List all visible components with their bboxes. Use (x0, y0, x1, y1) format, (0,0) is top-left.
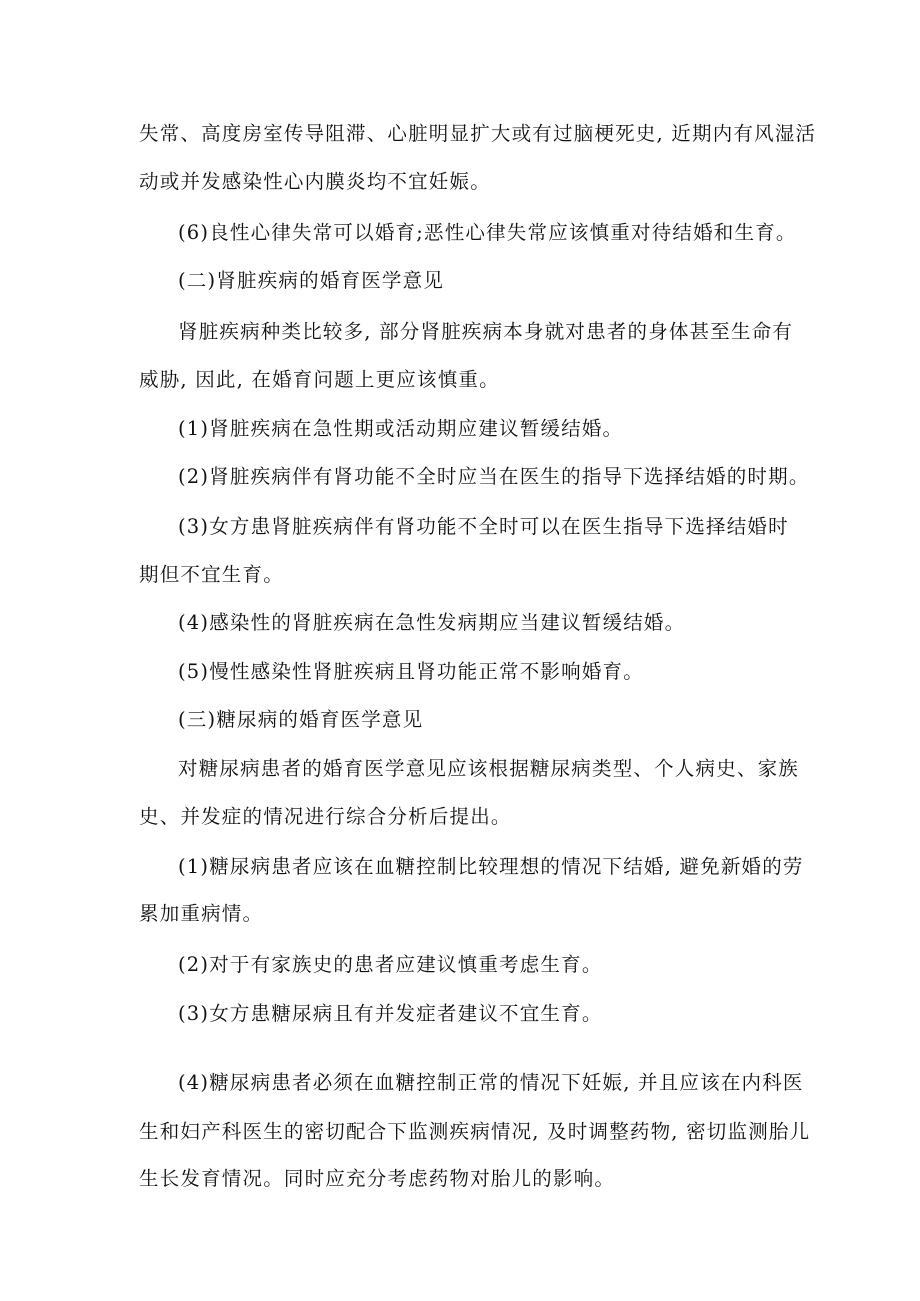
text-line: 累加重病情。 (139, 902, 264, 925)
section-heading: (三)糖尿病的婚育医学意见 (178, 708, 424, 731)
text-line: (1)肾脏疾病在急性期或活动期应建议暂缓结婚。 (178, 417, 624, 440)
section-heading: (二)肾脏疾病的婚育医学意见 (178, 269, 445, 292)
text-line: 生长发育情况。同时应充分考虑药物对胎儿的影响。 (139, 1167, 616, 1190)
text-line: 肾脏疾病种类比较多, 部分肾脏疾病本身就对患者的身体甚至生命有 (178, 320, 794, 343)
text-line: (4)感染性的肾脏疾病在急性发病期应当建议暂缓结婚。 (178, 611, 686, 634)
text-line: 失常、高度房室传导阻滞、心脏明显扩大或有过脑梗死史, 近期内有风湿活 (139, 122, 817, 145)
text-line: 生和妇产科医生的密切配合下监测疾病情况, 及时调整药物, 密切监测胎儿 (139, 1120, 811, 1143)
text-line: 期但不宜生育。 (139, 563, 284, 586)
text-line: (5)慢性感染性肾脏疾病且肾功能正常不影响婚育。 (178, 660, 644, 683)
text-line: (1)糖尿病患者应该在血糖控制比较理想的情况下结婚, 避免新婚的劳 (178, 855, 804, 878)
text-line: (6)良性心律失常可以婚育;恶性心律失常应该慎重对待结婚和生育。 (178, 221, 797, 244)
text-line: (3)女方患糖尿病且有并发症者建议不宜生育。 (178, 1002, 603, 1025)
text-line: (3)女方患肾脏疾病伴有肾功能不全时可以在医生指导下选择结婚时 (178, 515, 789, 538)
text-line: 对糖尿病患者的婚育医学意见应该根据糖尿病类型、个人病史、家族 (178, 757, 800, 780)
text-line: 动或并发感染性心内膜炎均不宜妊娠。 (139, 170, 491, 193)
text-line: 史、并发症的情况进行综合分析后提出。 (139, 805, 512, 828)
text-line: (2)肾脏疾病伴有肾功能不全时应当在医生的指导下选择结婚的时期。 (178, 465, 810, 488)
text-line: 威胁, 因此, 在婚育问题上更应该慎重。 (139, 368, 500, 391)
text-line: (2)对于有家族史的患者应建议慎重考虑生育。 (178, 953, 603, 976)
text-line: (4)糖尿病患者必须在血糖控制正常的情况下妊娠, 并且应该在内科医 (178, 1071, 804, 1094)
